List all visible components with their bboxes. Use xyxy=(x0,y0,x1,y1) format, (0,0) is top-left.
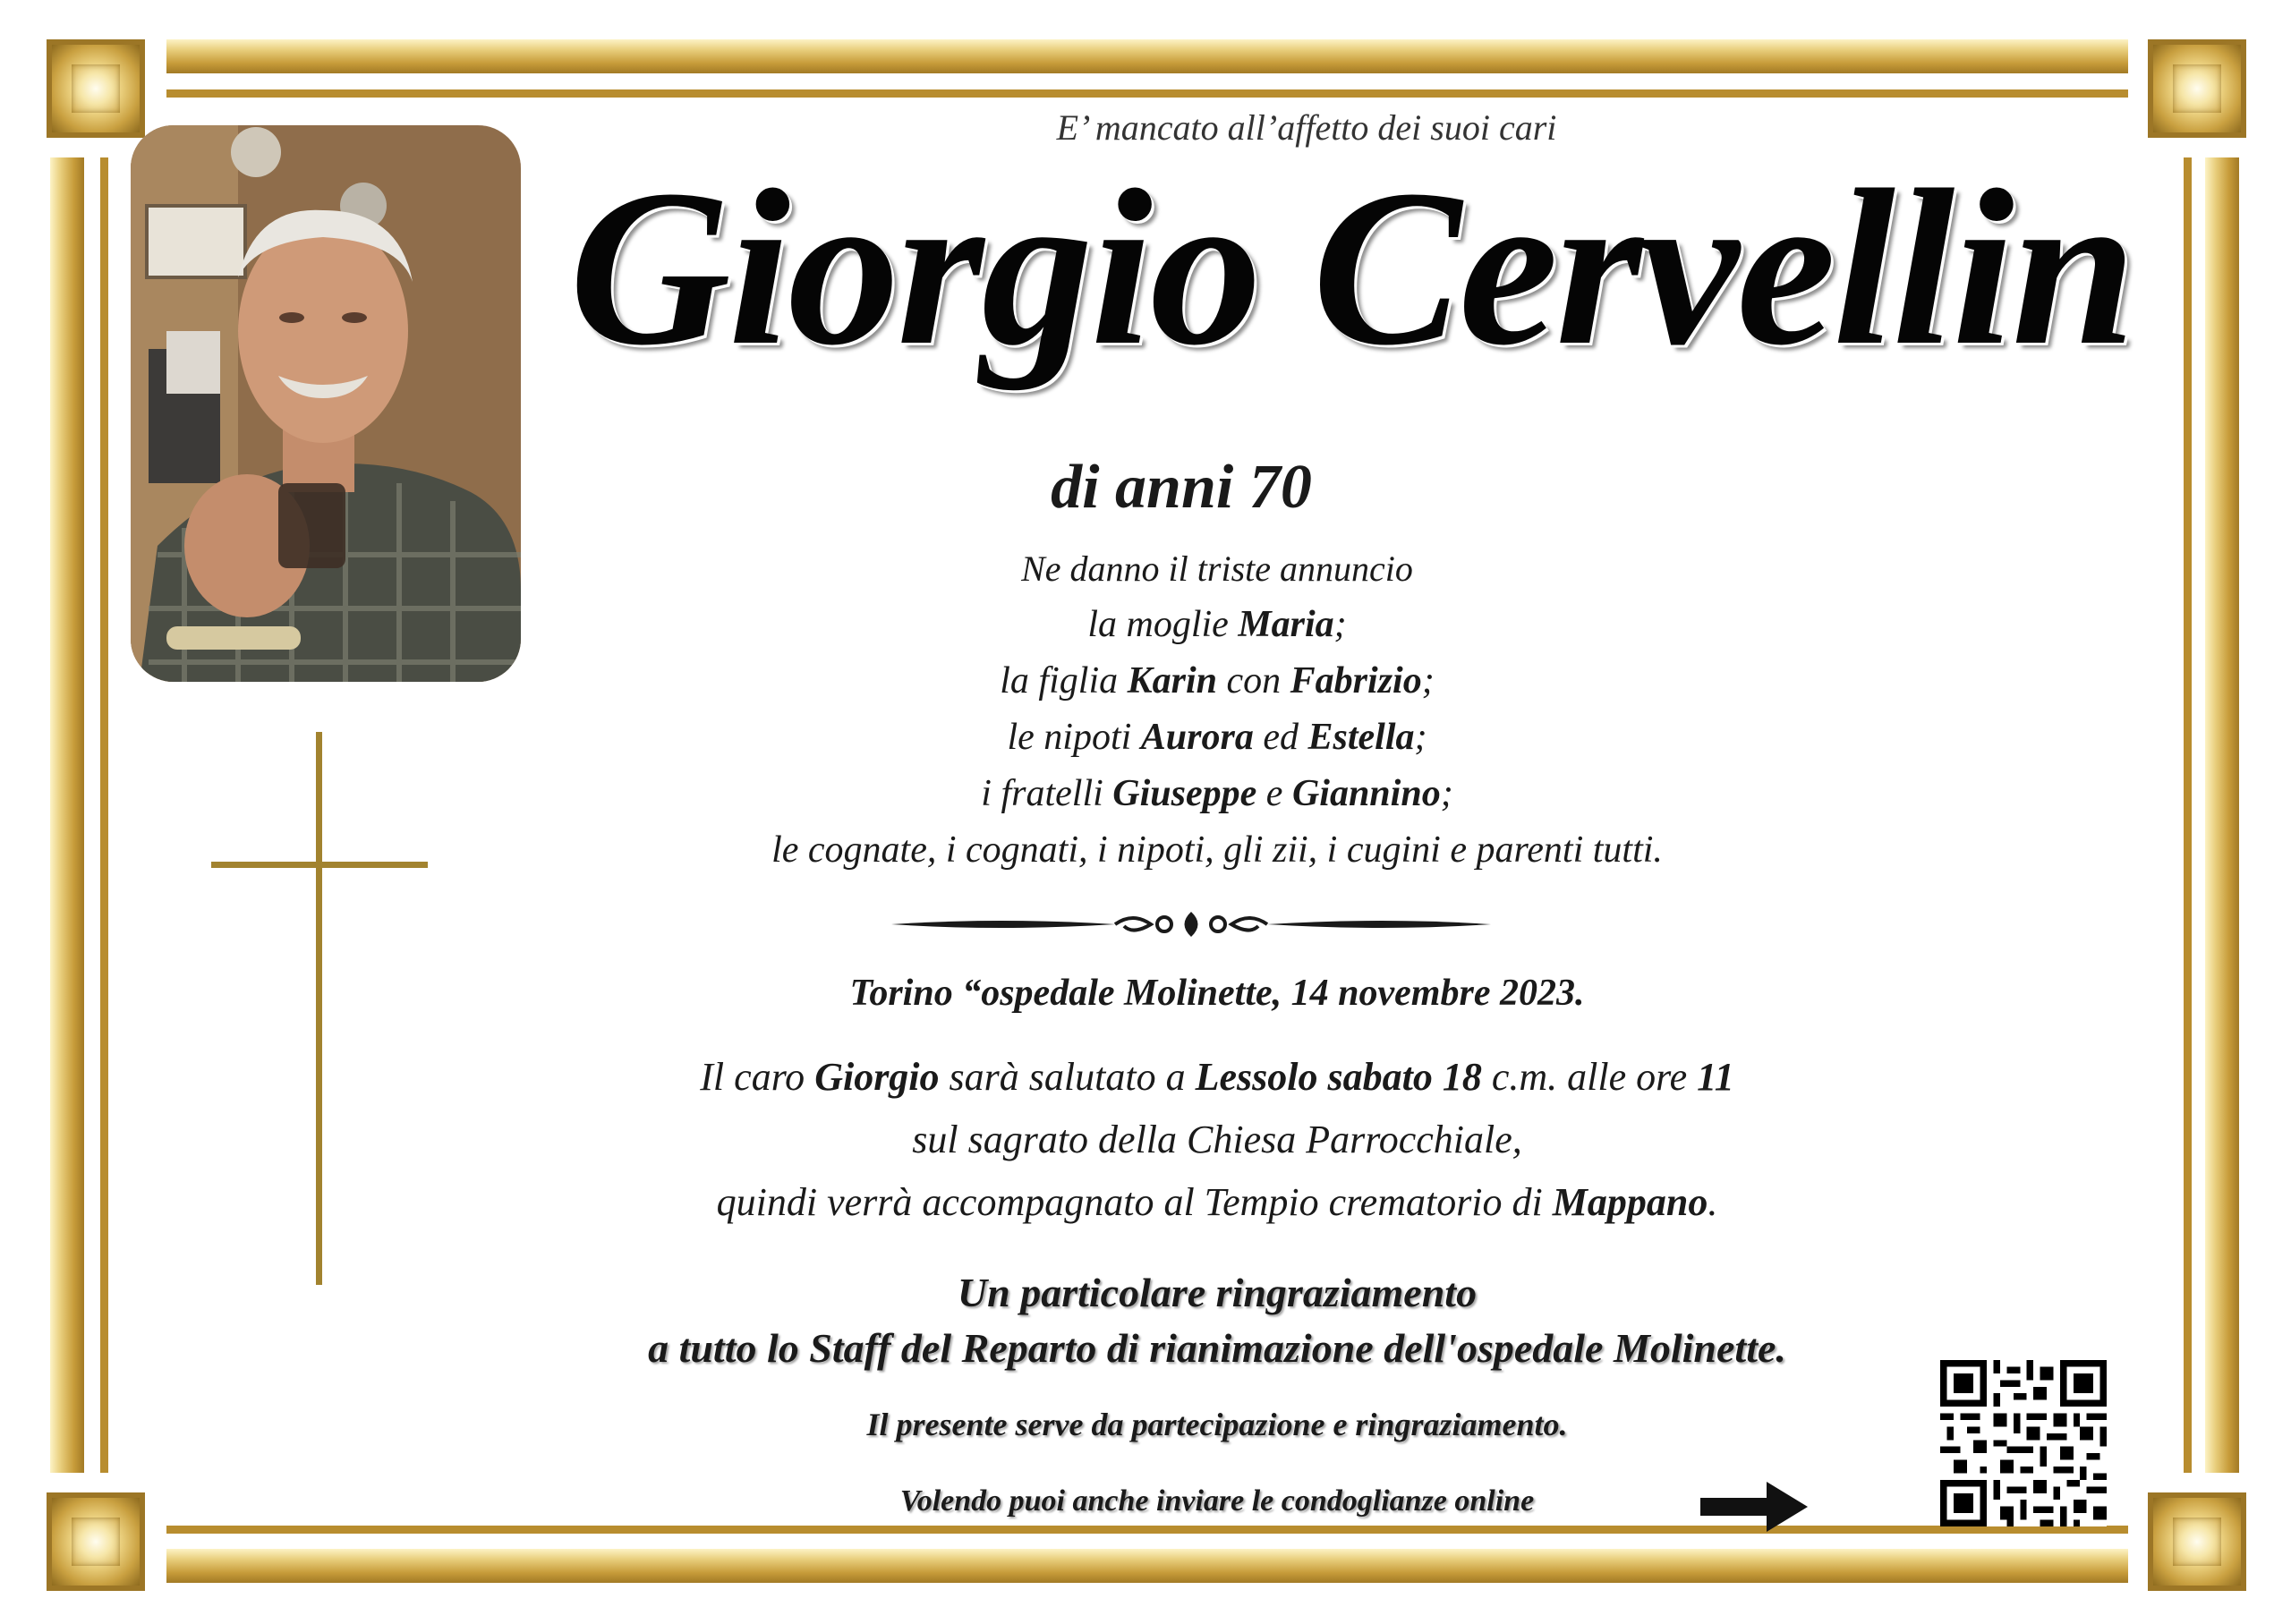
family-brothers-mid: e xyxy=(1256,773,1292,814)
corner-bottom-left xyxy=(47,1492,145,1591)
thanks-line-1: Un particolare ringraziamento xyxy=(957,1270,1478,1315)
funeral-l1-a: Il caro xyxy=(700,1055,815,1099)
thanks-line-2: a tutto lo Staff del Reparto di rianimazione dell'ospedale Molinette. xyxy=(648,1325,1786,1371)
funeral-l3-b: . xyxy=(1708,1180,1718,1224)
funeral-line-3 xyxy=(501,1174,1933,1230)
age-line: di anni 70 xyxy=(1051,453,1312,522)
family-daughter-suffix: ; xyxy=(1421,660,1435,701)
frame-left-line xyxy=(100,157,108,1473)
family-wife xyxy=(680,597,1754,653)
place-date: Torino “ospedale Molinette, 14 novembre 2023. xyxy=(849,973,1585,1014)
funeral-l3-a: quindi verrà accompagnato al Tempio crematorio di xyxy=(716,1180,1553,1224)
frame-bottom-line xyxy=(166,1526,2128,1534)
family-daughter-mid: con xyxy=(1217,660,1290,701)
family-nieces-mid: ed xyxy=(1253,717,1308,758)
funeral-l1-b: sarà salutato a xyxy=(939,1055,1196,1099)
arrow-right-icon xyxy=(1700,1482,1808,1532)
family-daughter-prefix: la figlia xyxy=(1000,660,1128,701)
intro-line: E’ mancato all’affetto dei suoi cari xyxy=(1056,107,1557,148)
funeral-line-2: sul sagrato della Chiesa Parrocchiale, xyxy=(912,1118,1522,1161)
qr-code-icon[interactable] xyxy=(1940,1360,2107,1526)
frame-bottom-bar xyxy=(166,1549,2128,1583)
family-daughter-partner: Fabrizio xyxy=(1290,660,1422,701)
family-niece-2: Estella xyxy=(1307,717,1415,758)
cross-vertical xyxy=(316,732,322,1285)
family-others: le cognate, i cognati, i nipoti, gli zii, i cugini e parenti tutti. xyxy=(771,829,1663,871)
family-daughter xyxy=(680,653,1754,710)
frame-top-line xyxy=(166,89,2128,98)
funeral-l1-name: Giorgio xyxy=(814,1055,940,1099)
portrait-photo xyxy=(131,125,521,682)
family-wife-prefix: la moglie xyxy=(1087,604,1239,645)
family-wife-name: Maria xyxy=(1238,604,1334,645)
family-daughter-name: Karin xyxy=(1127,660,1218,701)
family-brother-2: Giannino xyxy=(1291,773,1441,814)
family-nieces-suffix: ; xyxy=(1414,717,1427,758)
family-brothers-prefix: i fratelli xyxy=(981,773,1113,814)
family-brothers xyxy=(680,766,1754,822)
family-nieces xyxy=(680,710,1754,766)
cross-horizontal xyxy=(211,862,428,868)
funeral-l1-place: Lessolo sabato 18 xyxy=(1195,1055,1482,1099)
funeral-l1-c: c.m. alle ore xyxy=(1481,1055,1698,1099)
frame-right-bar xyxy=(2205,157,2239,1473)
announce-intro: Ne danno il triste annuncio xyxy=(1021,548,1413,589)
frame-left-bar xyxy=(50,157,84,1473)
portrait-illustration xyxy=(131,125,521,682)
family-nieces-prefix: le nipoti xyxy=(1007,717,1141,758)
online-condolences: Volendo puoi anche inviare le condoglianze online xyxy=(899,1484,1535,1518)
family-niece-1: Aurora xyxy=(1140,717,1254,758)
ornament-divider xyxy=(891,908,1491,940)
frame-top-bar xyxy=(166,39,2128,73)
deceased-name: Giorgio Cervellin xyxy=(569,144,2133,392)
funeral-line-1 xyxy=(501,1049,1933,1105)
corner-top-left xyxy=(47,39,145,138)
corner-bottom-right xyxy=(2148,1492,2246,1591)
funeral-l3-place: Mappano xyxy=(1552,1180,1708,1224)
funeral-l1-hour: 11 xyxy=(1697,1055,1734,1099)
family-brothers-suffix: ; xyxy=(1440,773,1453,814)
corner-top-right xyxy=(2148,39,2246,138)
family-wife-suffix: ; xyxy=(1333,604,1347,645)
family-brother-1: Giuseppe xyxy=(1112,773,1257,814)
disclaimer: Il presente serve da partecipazione e ringraziamento. xyxy=(866,1407,1568,1442)
